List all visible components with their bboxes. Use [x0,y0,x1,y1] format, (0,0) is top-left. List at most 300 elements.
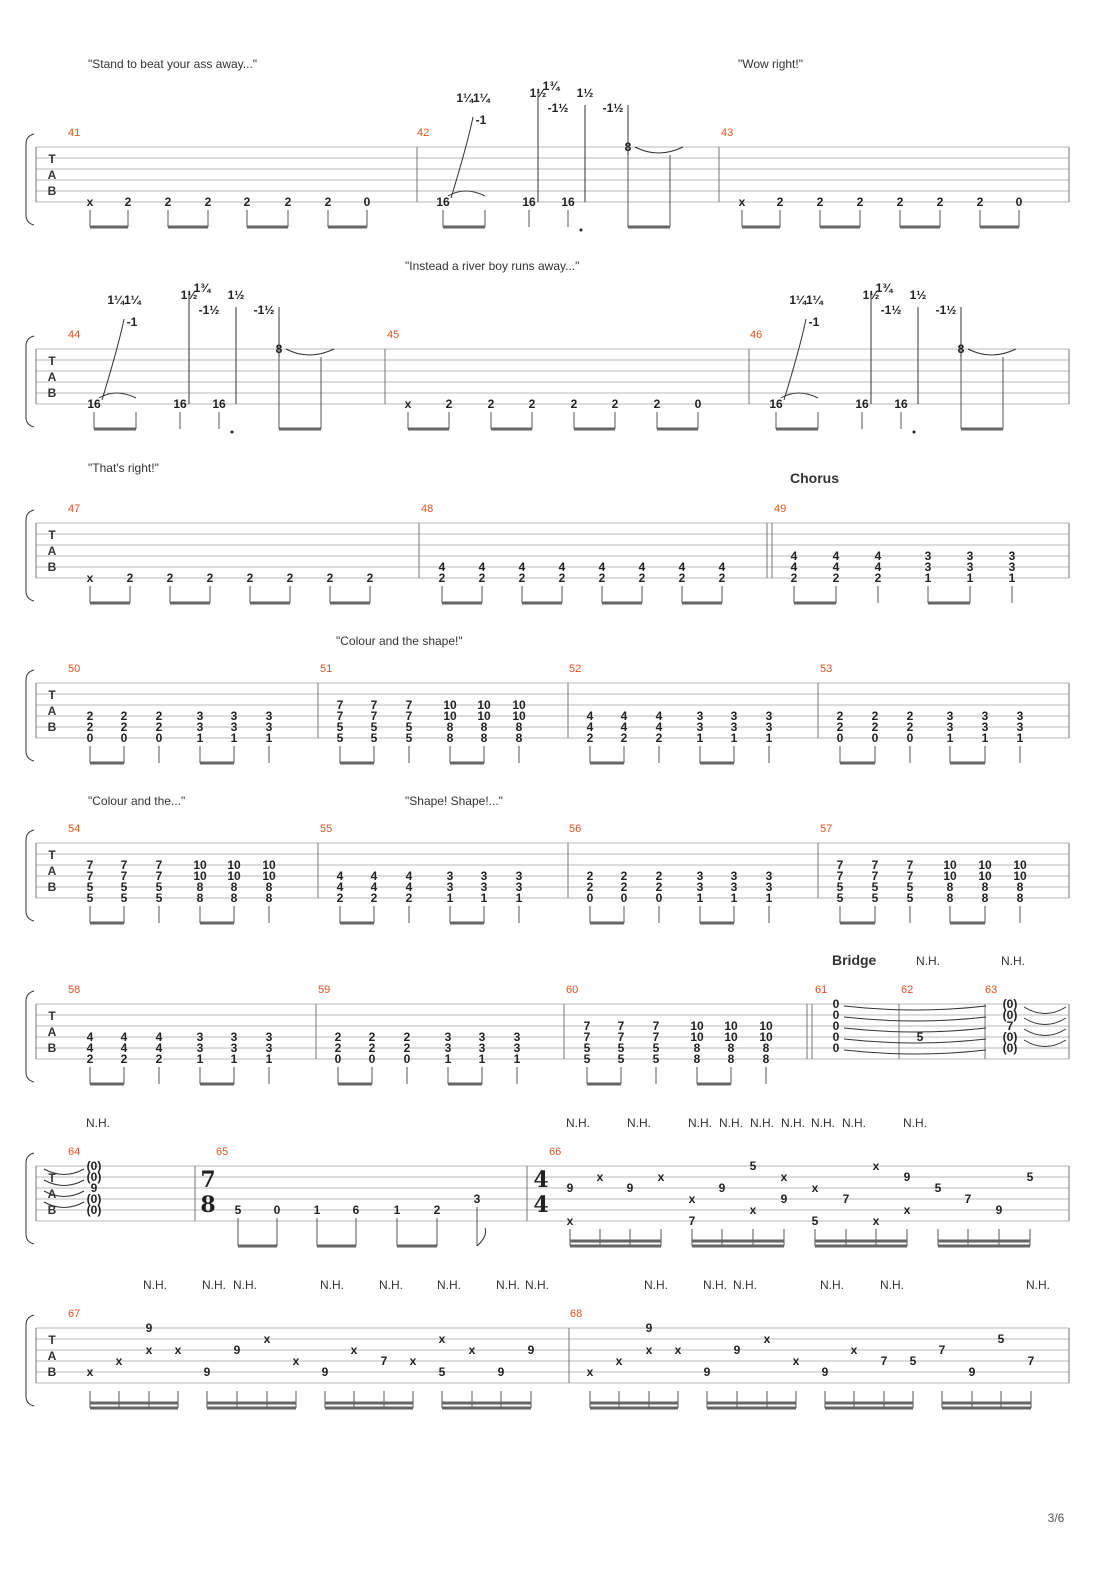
fret-number: 3 [730,880,738,894]
fret-number: 7 [842,1192,850,1206]
measure-number: 42 [417,127,430,139]
measure-number: 64 [68,1146,81,1158]
fret-number: 10 [193,869,207,883]
fret-number: 10 [193,858,207,872]
measure-number: 62 [901,984,914,996]
bend-release: -1½ [198,303,220,317]
fret-number: 10 [262,858,276,872]
fret-number: 2 [368,1041,376,1055]
fret-number: 2 [832,571,840,585]
measure-number: 63 [985,984,998,996]
fret-number: 1 [924,571,932,585]
harmonic-label: N.H. [627,1116,651,1130]
fret-number: 3 [966,560,974,574]
fret-number: x [263,1332,271,1346]
fret-number: 7 [405,698,413,712]
fret-number: 4 [370,880,378,894]
fret-number: 2 [611,397,619,411]
fret-number: 4 [86,1030,94,1044]
fret-number: 2 [586,731,594,745]
measure-number: 49 [774,503,787,515]
fret-number: 1 [313,1203,321,1217]
fret-number: 3 [1016,709,1024,723]
bend-amount: 1¾ [193,281,211,295]
fret-number: 8 [265,880,273,894]
fret-number: 1 [393,1203,401,1217]
fret-number: 0 [334,1052,342,1066]
fret-number: 9 [90,1181,98,1195]
fret-number: 4 [620,709,628,723]
fret-number: 7 [836,869,844,883]
measure-number: 68 [570,1308,583,1320]
fret-number: 8 [946,891,954,905]
fret-number: 2 [366,571,374,585]
fret-number: 5 [336,731,344,745]
harmonic-label: N.H. [644,1278,668,1292]
fret-number: 1 [946,731,954,745]
fret-number: 5 [336,720,344,734]
time-signature-top: 7 [200,1167,216,1193]
dot [231,431,234,434]
fret-number: x [792,1354,800,1368]
harmonic-label: N.H. [379,1278,403,1292]
fret-number: 3 [981,720,989,734]
fret-number: x [738,195,746,209]
bend-release: -1½ [880,303,902,317]
harmonic-label: N.H. [496,1278,520,1292]
fret-number: 10 [978,869,992,883]
fret-number: 2 [976,195,984,209]
tab-letter-a: A [47,168,57,182]
dot [580,229,583,232]
harmonic-label: N.H. [842,1116,866,1130]
fret-number: 10 [443,709,457,723]
fret-number: 1 [696,891,704,905]
tie [844,1006,986,1010]
fret-number: 9 [626,1181,634,1195]
system-bracket [26,510,34,601]
fret-number: 7 [688,1214,696,1228]
fret-number: 5 [916,1030,924,1044]
fret-number: 5 [1026,1170,1034,1184]
fret-number: 3 [924,560,932,574]
lyric-text: "Instead a river boy runs away..." [405,259,580,273]
fret-number: 5 [617,1052,625,1066]
fret-number: 0 [832,1008,840,1022]
fret-number: 16 [561,195,575,209]
fret-number: 9 [995,1203,1003,1217]
tab-letter-a: A [47,1187,57,1201]
fret-number: 5 [86,891,94,905]
fret-number: 8 [727,1041,735,1055]
fret-number: 2 [438,571,446,585]
fret-number: 2 [403,1030,411,1044]
fret-number: 2 [528,397,536,411]
tab-letter-b: B [47,1041,57,1055]
fret-number: 9 [566,1181,574,1195]
fret-number: 2 [433,1203,441,1217]
fret-number: 5 [370,731,378,745]
bend-amount: 1¼1¼ [456,91,490,105]
fret-number: 2 [653,397,661,411]
fret-number: 5 [934,1181,942,1195]
fret-number: 3 [478,1030,486,1044]
fret-number: x [115,1354,123,1368]
fret-number: x [615,1354,623,1368]
tab-letter-t: T [48,688,56,702]
fret-number: 0 [832,1041,840,1055]
fret-number: 3 [1008,549,1016,563]
fret-number: 2 [334,1041,342,1055]
fret-number: x [749,1203,757,1217]
fret-number: 5 [997,1332,1005,1346]
fret-number: 10 [978,858,992,872]
fret-number: 8 [762,1052,770,1066]
fret-number: 8 [693,1052,701,1066]
harmonic-label: N.H. [437,1278,461,1292]
fret-number: 8 [515,720,523,734]
fret-number: 7 [155,869,163,883]
fret-number: 0 [1015,195,1023,209]
fret-number: 1 [1008,571,1016,585]
fret-number: 8 [515,731,523,745]
fret-number: 5 [583,1052,591,1066]
fret-number: 10 [477,698,491,712]
fret-number: 9 [821,1365,829,1379]
system-bracket [26,1315,34,1406]
fret-number: 8 [265,891,273,905]
fret-number: 3 [230,720,238,734]
fret-number: 0 [273,1203,281,1217]
fret-number: 4 [832,549,840,563]
harmonic-label: N.H. [781,1116,805,1130]
fret-number: 1 [265,731,273,745]
fret-number: 4 [874,560,882,574]
tab-letter-a: A [47,1025,57,1039]
fret-number: 3 [478,1041,486,1055]
page-number: 3/6 [1047,1511,1065,1525]
fret-number: 2 [906,709,914,723]
measure-number: 58 [68,984,81,996]
tab-letter-a: A [47,704,57,718]
fret-number: 1 [1016,731,1024,745]
fret-number: 4 [678,560,686,574]
fret-number: 1 [981,731,989,745]
harmonic-label: N.H. [750,1116,774,1130]
harmonic-label: N.H. [703,1278,727,1292]
bend-release: -1 [808,315,820,329]
fret-number: 2 [206,571,214,585]
fret-number: 8 [230,880,238,894]
fret-number: 3 [515,880,523,894]
fret-number: 5 [370,720,378,734]
fret-number: 1 [765,731,773,745]
fret-number: 3 [473,1192,481,1206]
tie [1024,1007,1066,1014]
fret-number: 0 [86,731,94,745]
fret-number: 9 [321,1365,329,1379]
fret-number: x [872,1214,880,1228]
fret-number: 3 [730,720,738,734]
fret-number: 2 [243,195,251,209]
fret-number: 5 [652,1052,660,1066]
fret-number: 2 [620,869,628,883]
fret-number: 0 [120,731,128,745]
fret-number: 3 [513,1030,521,1044]
fret-number: 2 [166,571,174,585]
measure-number: 54 [68,823,81,835]
tie [844,1017,986,1021]
fret-number: 8 [762,1041,770,1055]
fret-number: (0) [1002,997,1018,1011]
fret-number: 2 [324,195,332,209]
fret-number: 2 [370,891,378,905]
fret-number: 4 [790,560,798,574]
fret-number: 5 [652,1041,660,1055]
fret-number: 5 [909,1354,917,1368]
fret-number: 1 [230,731,238,745]
fret-number: 1 [446,891,454,905]
fret-number: 1 [730,891,738,905]
fret-number: 2 [620,731,628,745]
fret-number: 2 [586,869,594,883]
fret-number: 8 [624,140,632,154]
fret-number: 10 [690,1030,704,1044]
fret-number: 10 [512,698,526,712]
fret-number: 2 [405,891,413,905]
fret-number: 5 [811,1214,819,1228]
fret-number: 7 [86,858,94,872]
fret-number: 7 [120,858,128,872]
fret-number: 2 [655,869,663,883]
fret-number: (0) [1002,1041,1018,1055]
measure-number: 60 [566,984,579,996]
measure-number: 47 [68,503,81,515]
tab-letter-a: A [47,544,57,558]
fret-number: 9 [718,1181,726,1195]
fret-number: 2 [871,720,879,734]
fret-number: 9 [203,1365,211,1379]
fret-number: 3 [513,1041,521,1055]
fret-number: x [404,397,412,411]
fret-number: 4 [586,720,594,734]
fret-number: 7 [1027,1354,1035,1368]
fret-number: 7 [405,709,413,723]
fret-number: 3 [515,869,523,883]
fret-number: 5 [120,891,128,905]
fret-number: x [438,1332,446,1346]
bend-amount: 1½ [180,288,198,302]
fret-number: 10 [512,709,526,723]
measure-number: 44 [68,329,81,341]
fret-number: 1 [765,891,773,905]
fret-number: 1 [196,731,204,745]
tab-letter-b: B [47,1203,57,1217]
fret-number: 5 [836,880,844,894]
fret-number: 1 [478,1052,486,1066]
fret-number: 7 [583,1030,591,1044]
fret-number: 10 [759,1030,773,1044]
fret-number: 7 [906,858,914,872]
fret-number: 4 [655,720,663,734]
fret-number: 0 [155,731,163,745]
fret-number: 5 [405,720,413,734]
fret-number: 2 [718,571,726,585]
fret-number: x [688,1192,696,1206]
fret-number: 9 [145,1321,153,1335]
fret-number: 2 [558,571,566,585]
tie [286,349,334,355]
fret-number: 3 [446,880,454,894]
fret-number: 0 [871,731,879,745]
tab-letter-a: A [47,1349,57,1363]
system-bracket [26,830,34,921]
fret-number: 4 [370,869,378,883]
fret-number: 3 [981,709,989,723]
tab-letter-b: B [47,1365,57,1379]
fret-number: 10 [262,869,276,883]
lyric-text: "Wow right!" [738,57,803,71]
fret-number: 5 [906,880,914,894]
fret-number: 2 [155,1052,163,1066]
fret-number: 8 [480,731,488,745]
system-bracket [26,670,34,761]
fret-number: 0 [694,397,702,411]
fret-number: 2 [246,571,254,585]
measure-number: 61 [815,984,828,996]
fret-number: 4 [120,1030,128,1044]
fret-number: 7 [938,1343,946,1357]
fret-number: 5 [234,1203,242,1217]
fret-number: 16 [436,195,450,209]
fret-number: 2 [638,571,646,585]
fret-number: x [86,1365,94,1379]
fret-number: 4 [438,560,446,574]
fret-number: 2 [286,571,294,585]
fret-number: 2 [678,571,686,585]
bend-amount: 1¼1¼ [107,293,141,307]
bend-release: -1 [475,113,487,127]
fret-number: x [292,1354,300,1368]
fret-number: 2 [816,195,824,209]
fret-number: 4 [874,549,882,563]
fret-number: x [850,1343,858,1357]
system-bracket [26,336,34,427]
fret-number: 8 [1016,880,1024,894]
fret-number: 7 [370,709,378,723]
fret-number: 4 [155,1030,163,1044]
fret-number: 8 [230,891,238,905]
fret-number: 3 [444,1041,452,1055]
harmonic-label: N.H. [202,1278,226,1292]
fret-number: 2 [836,720,844,734]
fret-number: 0 [368,1052,376,1066]
fret-number: 1 [515,891,523,905]
fret-number: 7 [880,1354,888,1368]
fret-number: 7 [370,698,378,712]
tab-letter-b: B [47,184,57,198]
bend-amount: 1¾ [542,79,560,93]
tie [1024,1018,1066,1025]
fret-number: 0 [832,997,840,1011]
tie [844,1050,986,1054]
fret-number: 2 [487,397,495,411]
fret-number: 7 [120,869,128,883]
tab-letter-t: T [48,1009,56,1023]
fret-number: 2 [155,720,163,734]
harmonic-label: N.H. [916,954,940,968]
fret-number: 3 [444,1030,452,1044]
fret-number: 7 [906,869,914,883]
fret-number: 2 [120,1052,128,1066]
measure-number: 46 [750,329,763,341]
fret-number: 10 [690,1019,704,1033]
fret-number: 3 [765,709,773,723]
harmonic-label: N.H. [1001,954,1025,968]
fret-number: 4 [790,549,798,563]
fret-number: 4 [655,709,663,723]
tab-letter-t: T [48,1171,56,1185]
fret-number: 2 [836,709,844,723]
harmonic-label: N.H. [566,1116,590,1130]
fret-number: 4 [620,720,628,734]
fret-number: 7 [380,1354,388,1368]
measure-number: 57 [820,823,833,835]
fret-number: 9 [903,1170,911,1184]
fret-number: x [674,1343,682,1357]
time-signature-bottom: 4 [533,1192,549,1218]
fret-number: 9 [780,1192,788,1206]
fret-number: 4 [718,560,726,574]
fret-number: 5 [155,880,163,894]
tab-letter-t: T [48,1333,56,1347]
fret-number: 7 [964,1192,972,1206]
fret-number: 2 [936,195,944,209]
fret-number: 7 [336,709,344,723]
fret-number: 16 [894,397,908,411]
system-bracket [26,134,34,225]
fret-number: 3 [265,720,273,734]
fret-number: x [596,1170,604,1184]
tab-letter-t: T [48,848,56,862]
tab-letter-a: A [47,370,57,384]
fret-number: 2 [334,1030,342,1044]
measure-number: 53 [820,663,833,675]
fret-number: 9 [703,1365,711,1379]
fret-number: 9 [733,1343,741,1357]
fret-number: 7 [871,858,879,872]
fret-number: 4 [405,880,413,894]
fret-number: 7 [652,1019,660,1033]
fret-number: 1 [696,731,704,745]
fret-number: 10 [724,1030,738,1044]
tie [781,393,818,398]
harmonic-label: N.H. [525,1278,549,1292]
fret-number: 0 [655,891,663,905]
harmonic-label: N.H. [320,1278,344,1292]
fret-number: x [763,1332,771,1346]
harmonic-label: N.H. [233,1278,257,1292]
fret-number: 5 [871,880,879,894]
fret-number: 2 [124,195,132,209]
harmonic-label: N.H. [143,1278,167,1292]
fret-number: 3 [730,869,738,883]
tie [844,1028,986,1032]
fret-number: 8 [946,880,954,894]
fret-number: 3 [1016,720,1024,734]
fret-number: (0) [86,1159,102,1173]
fret-number: 7 [652,1030,660,1044]
